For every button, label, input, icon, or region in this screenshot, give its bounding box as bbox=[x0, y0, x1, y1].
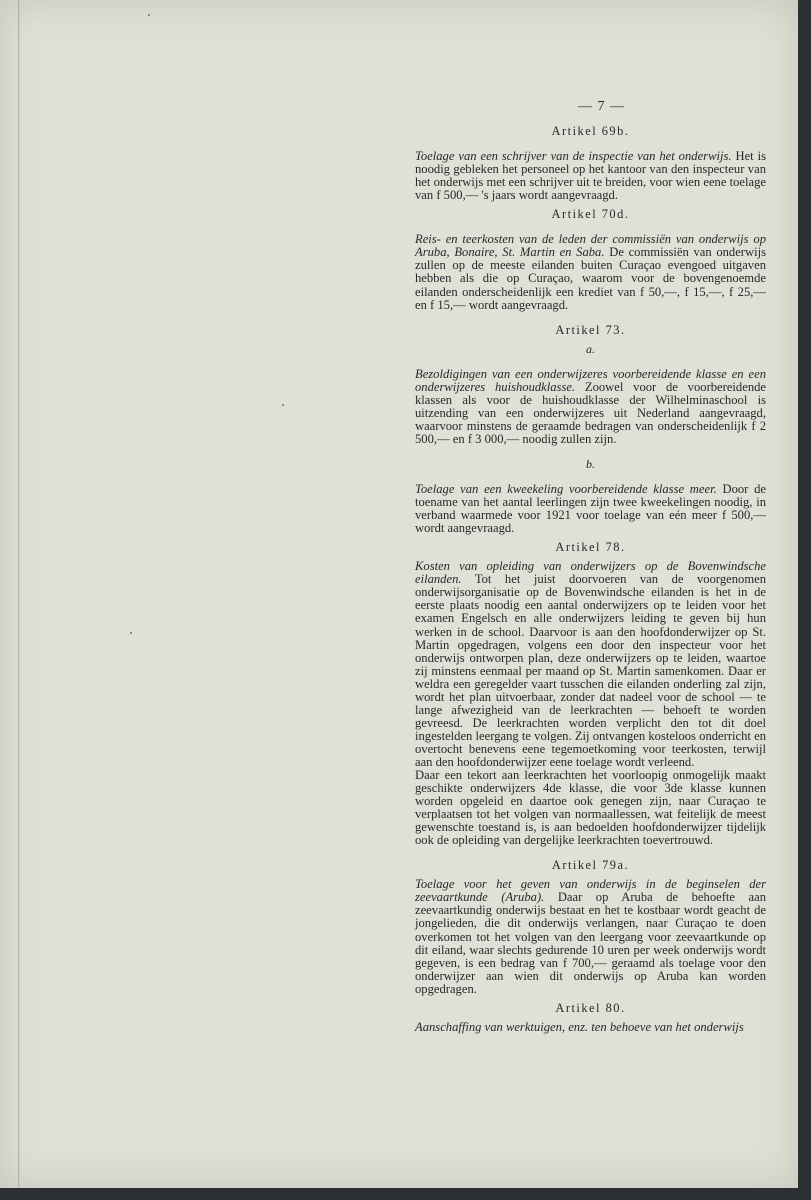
article-paragraph-69b bbox=[415, 150, 766, 202]
paragraph-body: Door de toename van het aantal leerlingen zijn twee kweekelingen noodig, in verband waarmede voor 1921 voor toelage van eén meer f 500,— wordt aangevraagd. bbox=[415, 482, 766, 536]
paragraph-body: Daar op Aruba de behoefte aan zeevaartkundig onderwijs bestaat en het te kostbaar wordt geacht de jongelieden, die dit onderwijs verlangen, naar Curaçao te doen overkomen tot het volgen van den leergang voor zeevaartkunde op dit eiland, waar slechts gedurende 10 uren per week onderwijs wordt gegeven, is een bedrag van f 700,— geraamd als toelage voor den onderwijzer aan wien dit onderwijs op Aruba kan worden opgedragen. bbox=[415, 890, 766, 996]
paragraph-body: De commissiën van onderwijs zullen op de meeste eilanden buiten Curaçao evengoed uitgaven hebben als die op Curaçao, waarom voor de bovengenoemde eilanden onderscheidenlijk een krediet van f 50,—, f 15,—, f 25,— en f 15,— wordt aangevraagd. bbox=[415, 245, 766, 312]
article-paragraph-78-continued bbox=[415, 769, 766, 847]
article-paragraph-79a bbox=[415, 878, 766, 995]
article-heading-73: Artikel 73. bbox=[555, 322, 626, 337]
paper-fleck bbox=[148, 14, 150, 16]
article-heading-80: Artikel 80. bbox=[555, 1000, 626, 1015]
paragraph-body: Tot het juist doorvoeren van de voorgenomen onderwijsorganisatie op de Bovenwindsche eilanden is het in de eerste plaats noodig een aantal onderwijzers op te leiden voor het examen Engelsch en alle onderwijzers leiding te geven bij hun werken in de school. Daarvoor is aan den hoofdonderwijzer op St. Martin opgedragen, volgens een door den inspecteur voor het onderwijs ontworpen plan, deze onderwijzers op te leiden, waartoe zij minstens eenmaal per maand op St. Martin samenkomen. Daar er weldra een geregelder vaart tusschen die eilanden onderling zal zijn, wordt het plan uitvoerbaar, zonder dat nadeel voor de school — te lange afwezigheid van de leerkrachten — behoeft te worden gevreesd. De leerkrachten worden verplicht den tot dit doel ingestelden leergang te volgen. Zij ontvangen kosteloos onderricht en overtocht benevens eene tegemoetkoming voor teerkosten, terwijl aan den hoofdonderwijzer eene toelage wordt verleend. bbox=[415, 572, 766, 769]
paragraph-lead: Toelage van een schrijver van de inspectie van het onderwijs. bbox=[415, 149, 732, 164]
paper-fleck bbox=[282, 404, 284, 406]
article-paragraph-78 bbox=[415, 560, 766, 769]
article-heading-70d: Artikel 70d. bbox=[551, 207, 630, 222]
paragraph-lead: Kosten van opleiding van onderwijzers op de Bovenwindsche eilanden. bbox=[415, 559, 766, 587]
article-heading-78: Artikel 78. bbox=[555, 540, 626, 555]
scanner-edge-right bbox=[798, 0, 811, 1200]
paragraph-lead: Toelage voor het geven van onderwijs in de beginselen der zeevaartkunde (Aruba). bbox=[415, 877, 766, 905]
paragraph-lead: Reis- en teerkosten van de leden der commissiën van onderwijs op Aruba, Bonaire, St. Martin en Saba. bbox=[415, 232, 766, 260]
paragraph-lead: Toelage van een kweekeling voorbereidende klasse meer. bbox=[415, 482, 717, 497]
paper-fleck bbox=[130, 632, 132, 634]
subsection-label-b: b. bbox=[586, 456, 595, 471]
article-paragraph-73a bbox=[415, 368, 766, 446]
article-heading-69b: Artikel 69b. bbox=[551, 124, 630, 139]
paragraph-body: Daar een tekort aan leerkrachten het voorloopig onmogelijk maakt geschikte onderwijzers 4de klasse, die voor 3de klasse kunnen worden opgeleid en daartoe ook genegen zijn, naar Curaçao te verplaatsen tot het volgen van normaallessen, wat feitelijk de meest gewenschte toestand is, is aan bedoelden hoofdonderwijzer tijdelijk ook de opleiding van dergelijke leerkrachten toevertrouwd. bbox=[415, 768, 766, 848]
text-column bbox=[415, 100, 766, 1034]
scanner-edge-bottom bbox=[0, 1188, 811, 1200]
paragraph-lead: Aanschaffing van werktuigen, enz. ten behoeve van het onderwijs bbox=[415, 1019, 744, 1034]
paragraph-body: Zoowel voor de voorbereidende klassen als voor de huishoudklasse der Wilhelminaschool is uitzending van een onderwijzeres uit Nederland aangevraagd, waarvoor minstens de geraamde bedragen van onderscheidenlijk f 2 500,— en f 3 000,— noodig zullen zijn. bbox=[415, 379, 767, 446]
page-fold-shadow bbox=[18, 0, 20, 1188]
paragraph-body: Het is noodig gebleken het personeel op het kantoor van den inspecteur van het onderwijs met een schrijver uit te breiden, voor wien eene toelage van f 500,— 's jaars wordt aangevraagd. bbox=[415, 149, 766, 203]
article-paragraph-73b bbox=[415, 483, 766, 535]
page-number: — 7 — bbox=[578, 99, 625, 114]
article-paragraph-80 bbox=[415, 1021, 766, 1034]
article-paragraph-70d bbox=[415, 233, 766, 311]
article-heading-79a: Artikel 79a. bbox=[551, 858, 630, 873]
paragraph-lead: Bezoldigingen van een onderwijzeres voorbereidende klasse en een onderwijzeres huishoudklasse. bbox=[415, 366, 766, 394]
subsection-label-a: a. bbox=[586, 341, 595, 356]
